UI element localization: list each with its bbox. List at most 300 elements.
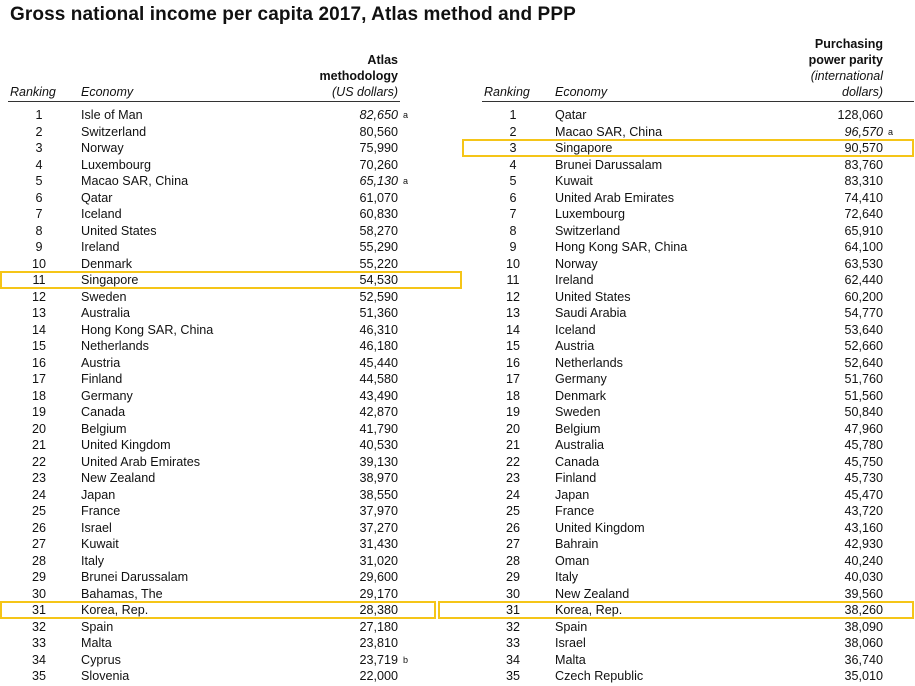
economy-cell: Canada [555,454,600,469]
rank-cell: 1 [35,108,43,122]
rank-cell: 32 [31,619,46,634]
value-cell: 29,170 [359,586,398,601]
economy-cell: Hong Kong SAR, China [555,240,688,254]
value-cell: 70,260 [359,157,398,172]
economy-cell: Switzerland [555,223,621,238]
value-cell: 36,740 [844,652,883,667]
rank-cell: 10 [505,256,520,271]
value-cell: 54,530 [359,273,398,287]
value-cell: 80,560 [359,124,398,139]
table-row [462,289,915,306]
economy-cell: Czech Republic [555,669,644,683]
rank-cell: 24 [505,487,520,502]
table-row [462,355,915,372]
table-row [0,355,462,372]
rank-cell: 9 [35,240,43,254]
economy-header: Economy [81,85,134,99]
rank-cell: 33 [505,636,520,650]
header-rule [8,101,400,102]
rank-cell: 16 [505,355,520,370]
table-row [462,124,915,141]
table-row [462,520,915,537]
table-row [0,388,462,405]
value-cell: 46,310 [359,322,398,337]
value-cell: 52,590 [359,289,398,304]
table-row [0,124,462,141]
rank-cell: 13 [31,306,46,320]
table-row [0,586,462,603]
rank-cell: 17 [31,372,46,386]
value-cell: 50,840 [844,405,883,419]
economy-cell: Japan [555,487,590,502]
table-row [0,190,462,207]
value-cell: 65,910 [844,223,883,238]
economy-cell: United States [555,289,631,304]
value-cell: 64,100 [844,240,883,254]
value-cell: 40,240 [844,553,883,568]
economy-cell: Isle of Man [81,108,143,122]
table-row [0,157,462,174]
rank-cell: 7 [509,207,517,221]
economy-cell: Australia [81,306,130,320]
table-row [0,322,462,339]
economy-cell: United Kingdom [555,520,645,535]
rank-cell: 22 [31,454,46,469]
economy-cell: Macao SAR, China [555,124,663,139]
value-cell: 83,310 [844,174,883,188]
value-cell: 43,490 [359,388,398,403]
atlas-value-header [320,52,398,100]
rank-cell: 22 [505,454,520,469]
economy-cell: Iceland [81,207,122,221]
ppp-header-line4: dollars) [842,85,883,99]
value-cell: 90,570 [844,141,883,155]
value-cell: 75,990 [359,141,398,155]
rank-cell: 27 [31,537,46,551]
atlas-header-line3: (US dollars) [332,85,398,99]
value-cell: 53,640 [844,322,883,337]
table-row [462,487,915,504]
table-row [462,338,915,355]
table-row [462,173,915,190]
value-cell: 38,060 [844,636,883,650]
value-cell: 55,220 [359,256,398,271]
value-cell: 65,130 [359,174,398,188]
value-cell: 51,760 [844,372,883,386]
economy-cell: Japan [81,487,116,502]
value-cell: 60,830 [359,207,398,221]
value-cell: 58,270 [359,223,398,238]
ppp-value-header [809,36,883,100]
value-cell: 45,470 [844,487,883,502]
rank-cell: 19 [31,405,46,419]
rank-cell: 32 [505,619,520,634]
table-row [462,652,915,669]
value-cell: 52,660 [844,339,883,353]
value-cell: 39,130 [359,454,398,469]
atlas-rows [0,107,462,685]
table-row [0,503,462,520]
table-row [462,305,915,322]
value-cell: 23,719 [359,652,398,667]
economy-cell: Kuwait [81,537,119,551]
rank-cell: 9 [509,240,517,254]
rank-cell: 35 [31,669,46,683]
ppp-table [462,0,915,686]
value-cell: 55,290 [359,240,398,254]
value-cell: 52,640 [844,355,883,370]
rank-cell: 14 [31,322,46,337]
economy-cell: France [81,504,121,518]
rank-cell: 8 [509,223,517,238]
rank-cell: 20 [505,421,520,436]
table-row [462,388,915,405]
value-cell: 63,530 [844,256,883,271]
economy-cell: Luxembourg [555,207,626,221]
table-row [462,619,915,636]
table-row [462,107,915,124]
rank-cell: 28 [505,553,520,568]
table-row [462,635,915,652]
economy-cell: United Arab Emirates [555,190,674,205]
table-row [462,421,915,438]
economy-cell: Australia [555,438,604,452]
table-row [462,503,915,520]
rank-cell: 3 [509,141,517,155]
table-row [0,305,462,322]
table-row [0,289,462,306]
atlas-header-line1: Atlas [367,53,398,67]
economy-cell: Brunei Darussalam [81,570,189,584]
rank-cell: 23 [505,471,520,485]
value-cell: 40,030 [844,570,883,584]
value-cell: 31,020 [359,553,398,568]
table-row [462,371,915,388]
economy-cell: Bahrain [555,537,599,551]
value-cell: 42,870 [359,405,398,419]
rank-cell: 26 [31,520,46,535]
table-row [462,239,915,256]
table-row [0,569,462,586]
economy-cell: Netherlands [81,339,149,353]
economy-cell: Israel [555,636,586,650]
rank-cell: 14 [505,322,520,337]
table-row [0,619,462,636]
value-cell: 45,780 [844,438,883,452]
table-row [0,404,462,421]
rank-cell: 30 [505,586,520,601]
page-title: Gross national income per capita 2017, Atlas method and PPP [10,4,576,25]
rank-cell: 27 [505,537,520,551]
table-row [0,553,462,570]
economy-cell: Austria [555,339,595,353]
value-cell: 35,010 [844,669,883,683]
ppp-header-line1: Purchasing [814,37,883,51]
highlight-box [0,271,462,289]
economy-cell: United Kingdom [81,438,171,452]
economy-cell: Bahamas, The [81,586,163,601]
value-cell: 62,440 [844,273,883,287]
value-cell: 54,770 [844,306,883,320]
table-row [0,635,462,652]
economy-cell: France [555,504,595,518]
economy-cell: Luxembourg [81,157,152,172]
economy-cell: Singapore [555,141,613,155]
table-row [462,190,915,207]
rank-cell: 19 [505,405,520,419]
economy-cell: Spain [555,619,588,634]
rank-cell: 5 [509,174,517,188]
rank-cell: 25 [505,504,520,518]
economy-cell: Italy [81,553,105,568]
value-cell: 51,560 [844,388,883,403]
value-cell: 39,560 [844,586,883,601]
rank-cell: 28 [31,553,46,568]
economy-cell: Oman [555,553,590,568]
economy-cell: Saudi Arabia [555,306,627,320]
economy-cell: Sweden [81,289,127,304]
table-row [462,569,915,586]
economy-cell: Denmark [81,256,133,271]
table-row [0,107,462,124]
table-row [0,223,462,240]
economy-cell: Spain [81,619,114,634]
rank-cell: 26 [505,520,520,535]
value-cell: 45,750 [844,454,883,469]
ppp-rows [462,107,915,685]
table-row [0,173,462,190]
table-row [462,437,915,454]
rank-cell: 2 [509,124,517,139]
economy-cell: New Zealand [555,586,630,601]
value-cell: 31,430 [359,537,398,551]
economy-cell: Malta [555,652,586,667]
economy-cell: Ireland [81,240,120,254]
table-row [462,553,915,570]
economy-cell: Cyprus [81,652,121,667]
rank-cell: 34 [505,652,520,667]
value-cell: 128,060 [837,108,883,122]
rank-cell: 3 [35,141,43,155]
rank-cell: 31 [505,603,520,617]
table-row [0,256,462,273]
economy-cell: United Arab Emirates [81,454,200,469]
economy-cell: Qatar [555,108,587,122]
value-cell: 44,580 [359,372,398,386]
economy-cell: Iceland [555,322,596,337]
rank-cell: 29 [505,570,520,584]
economy-cell: Ireland [555,273,594,287]
highlight-box [0,601,436,619]
economy-cell: New Zealand [81,471,156,485]
ppp-header-line3: (international [810,69,883,83]
value-cell: 42,930 [844,537,883,551]
rank-cell: 6 [509,190,517,205]
economy-cell: Finland [555,471,597,485]
table-row [0,668,462,685]
value-cell: 38,970 [359,471,398,485]
economy-header: Economy [555,85,608,99]
rank-cell: 10 [31,256,46,271]
rank-cell: 29 [31,570,46,584]
value-cell: 43,720 [844,504,883,518]
economy-cell: Singapore [81,273,139,287]
table-row [0,652,462,669]
value-cell: 51,360 [359,306,398,320]
value-cell: 60,200 [844,289,883,304]
rank-cell: 11 [32,273,46,287]
value-cell: 22,000 [359,669,398,683]
table-row [462,586,915,603]
rank-cell: 33 [31,636,46,650]
value-cell: 46,180 [359,339,398,353]
rank-cell: 7 [35,207,43,221]
rank-cell: 25 [31,504,46,518]
rank-cell: 2 [35,124,43,139]
table-row [0,239,462,256]
ranking-header: Ranking [484,85,530,99]
rank-cell: 4 [509,157,517,172]
table-row [462,140,915,157]
rank-cell: 21 [505,438,520,452]
economy-cell: Netherlands [555,355,623,370]
rank-cell: 4 [35,157,43,172]
rank-cell: 20 [31,421,46,436]
value-cell: 43,160 [844,520,883,535]
footnote-marker: a [403,110,409,120]
table-row [0,536,462,553]
rank-cell: 31 [31,603,46,617]
value-cell: 28,380 [359,603,398,617]
rank-cell: 12 [505,289,520,304]
header-rule [482,101,914,102]
rank-cell: 1 [509,108,517,122]
economy-cell: United States [81,223,157,238]
table-row [0,520,462,537]
value-cell: 40,530 [359,438,398,452]
rank-cell: 21 [31,438,46,452]
economy-cell: Italy [555,570,579,584]
economy-cell: Malta [81,636,112,650]
table-row [462,470,915,487]
economy-cell: Finland [81,372,123,386]
rank-cell: 24 [31,487,46,502]
table-row [462,272,915,289]
table-row [462,454,915,471]
value-cell: 61,070 [359,190,398,205]
table-row [462,668,915,685]
table-row [0,470,462,487]
economy-cell: Macao SAR, China [81,174,189,188]
table-row [462,223,915,240]
rank-cell: 30 [31,586,46,601]
footnote-marker: a [403,176,409,186]
economy-cell: Denmark [555,388,607,403]
economy-cell: Austria [81,355,121,370]
economy-cell: Sweden [555,405,601,419]
economy-cell: Kuwait [555,174,593,188]
table-row [0,206,462,223]
value-cell: 45,440 [359,355,398,370]
rank-cell: 15 [31,339,46,353]
highlight-box [438,601,914,619]
economy-cell: Germany [555,372,607,386]
economy-cell: Norway [555,256,598,271]
table-row [462,322,915,339]
value-cell: 27,180 [359,619,398,634]
economy-cell: Belgium [81,421,127,436]
rank-cell: 6 [35,190,43,205]
table-row [0,371,462,388]
table-row [462,256,915,273]
economy-cell: Hong Kong SAR, China [81,322,214,337]
table-row [462,602,915,619]
rank-cell: 13 [505,306,520,320]
economy-cell: Slovenia [81,669,130,683]
table-row [0,338,462,355]
table-row [462,157,915,174]
value-cell: 83,760 [844,157,883,172]
rank-cell: 23 [31,471,46,485]
atlas-header-line2: methodology [319,69,398,83]
value-cell: 38,550 [359,487,398,502]
value-cell: 37,270 [359,520,398,535]
rank-cell: 34 [31,652,46,667]
rank-cell: 17 [505,372,520,386]
value-cell: 38,260 [844,603,883,617]
rank-cell: 18 [505,388,520,403]
value-cell: 45,730 [844,471,883,485]
value-cell: 72,640 [844,207,883,221]
rank-cell: 8 [35,223,43,238]
economy-cell: Germany [81,388,133,403]
rank-cell: 15 [505,339,520,353]
value-cell: 38,090 [844,619,883,634]
rank-cell: 35 [505,669,520,683]
table-row [0,454,462,471]
value-cell: 37,970 [359,504,398,518]
table-row [0,602,462,619]
table-row [462,206,915,223]
footnote-marker: b [403,654,409,665]
economy-cell: Switzerland [81,124,147,139]
economy-cell: Brunei Darussalam [555,157,663,172]
highlight-box [462,139,914,157]
table-row [462,404,915,421]
rank-cell: 12 [31,289,46,304]
value-cell: 29,600 [359,570,398,584]
rank-cell: 16 [31,355,46,370]
table-row [0,487,462,504]
table-row [0,421,462,438]
value-cell: 82,650 [359,108,398,122]
ranking-header: Ranking [10,85,56,99]
ppp-header-line2: power parity [808,53,883,67]
value-cell: 74,410 [844,190,883,205]
table-row [462,536,915,553]
economy-cell: Belgium [555,421,601,436]
table-row [0,437,462,454]
economy-cell: Israel [81,520,112,535]
economy-cell: Qatar [81,190,113,205]
rank-cell: 18 [31,388,46,403]
economy-cell: Korea, Rep. [81,603,149,617]
value-cell: 23,810 [359,636,398,650]
rank-cell: 11 [506,273,520,287]
rank-cell: 5 [35,174,43,188]
table-row [0,140,462,157]
value-cell: 47,960 [844,421,883,436]
